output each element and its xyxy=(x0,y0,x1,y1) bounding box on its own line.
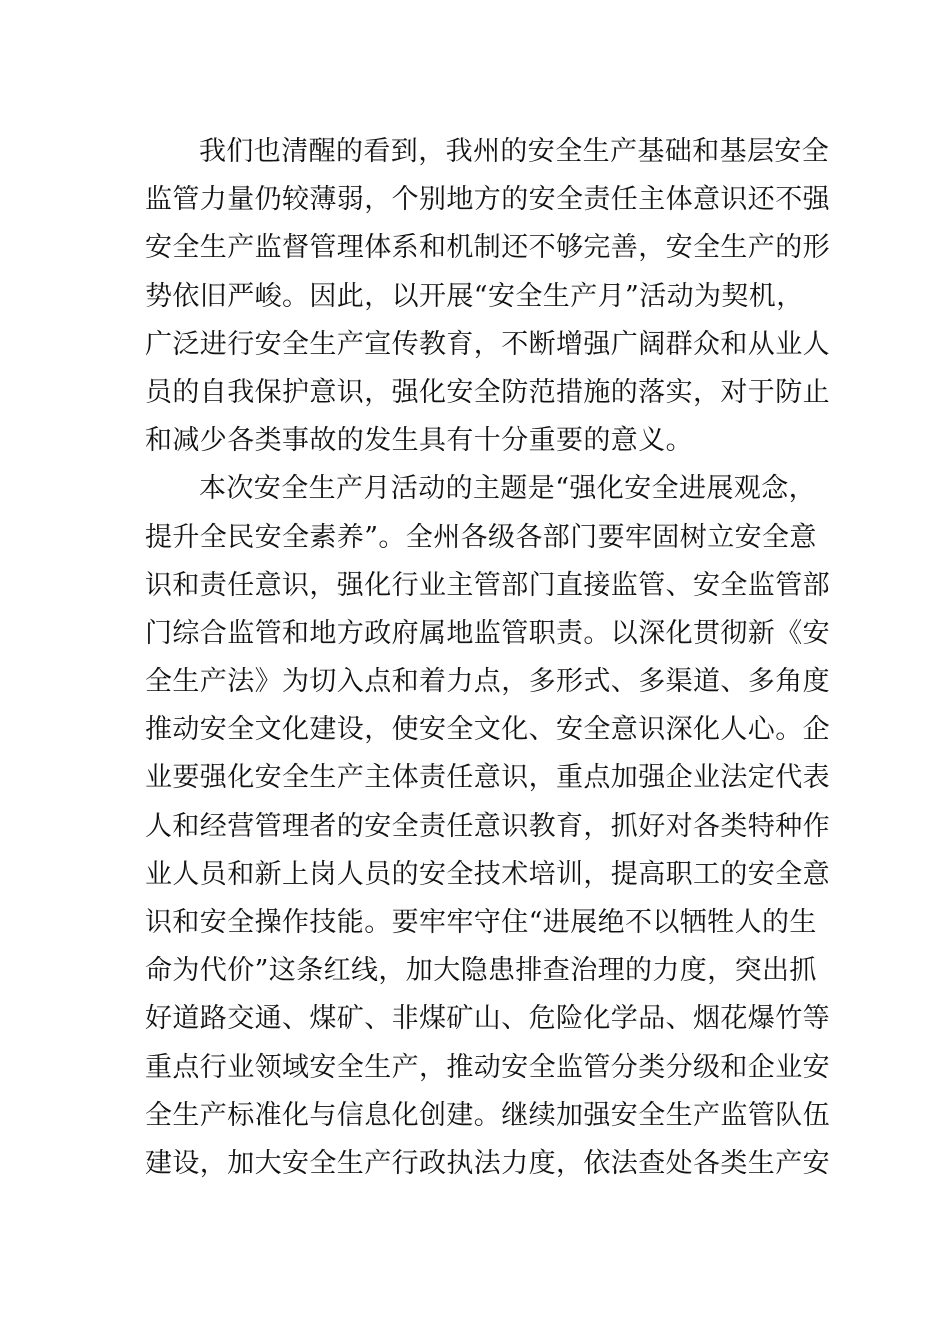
paragraph-1-line-6: 员的自我保护意识，强化安全防范措施的落实，对于防止 xyxy=(145,376,830,408)
paragraph-1-line-5: 广泛进行安全生产宣传教育，不断增强广阔群众和从业人 xyxy=(145,328,830,360)
paragraph-1-line-7: 和减少各类事故的发生具有十分重要的意义。 xyxy=(145,425,693,457)
paragraph-1-line-3: 安全生产监督管理体系和机制还不够完善，安全生产的形 xyxy=(145,232,830,264)
paragraph-2-line-3: 识和责任意识，强化行业主管部门直接监管、安全监管部 xyxy=(145,569,830,601)
paragraph-2-line-12: 好道路交通、煤矿、非煤矿山、危险化学品、烟花爆竹等 xyxy=(145,1003,830,1035)
paragraph-2-line-11: 命为代价”这条红线，加大隐患排查治理的力度，突出抓 xyxy=(145,955,817,987)
paragraph-2-line-6: 推动安全文化建设，使安全文化、安全意识深化人心。企 xyxy=(145,714,830,746)
paragraph-2-line-5: 全生产法》为切入点和着力点，多形式、多渠道、多角度 xyxy=(145,666,830,698)
paragraph-2-line-9: 业人员和新上岗人员的安全技术培训，提高职工的安全意 xyxy=(145,858,830,890)
paragraph-2-line-1: 本次安全生产月活动的主题是“强化安全进展观念， xyxy=(199,473,817,505)
paragraph-1-line-4: 势依旧严峻。因此，以开展“安全生产月”活动为契机， xyxy=(145,280,804,312)
paragraph-2-line-14: 全生产标准化与信息化创建。继续加强安全生产监管队伍 xyxy=(145,1099,830,1131)
paragraph-2-line-2: 提升全民安全素养”。全州各级各部门要牢固树立安全意 xyxy=(145,521,817,553)
paragraph-2-line-8: 人和经营管理者的安全责任意识教育，抓好对各类特种作 xyxy=(145,810,830,842)
paragraph-2-line-13: 重点行业领域安全生产，推动安全监管分类分级和企业安 xyxy=(145,1051,830,1083)
paragraph-2-line-7: 业要强化安全生产主体责任意识，重点加强企业法定代表 xyxy=(145,762,830,794)
paragraph-2-line-15: 建设，加大安全生产行政执法力度，依法查处各类生产安 xyxy=(145,1147,830,1179)
paragraph-2-line-4: 门综合监管和地方政府属地监管职责。以深化贯彻新《安 xyxy=(145,617,830,649)
paragraph-1-line-2: 监管力量仍较薄弱，个别地方的安全责任主体意识还不强 xyxy=(145,184,830,216)
paragraph-1-line-1: 我们也清醒的看到，我州的安全生产基础和基层安全 xyxy=(199,136,830,167)
paragraph-2-line-10: 识和安全操作技能。要牢牢守住“进展绝不以牺牲人的生 xyxy=(145,907,817,938)
document-body xyxy=(145,128,830,1188)
